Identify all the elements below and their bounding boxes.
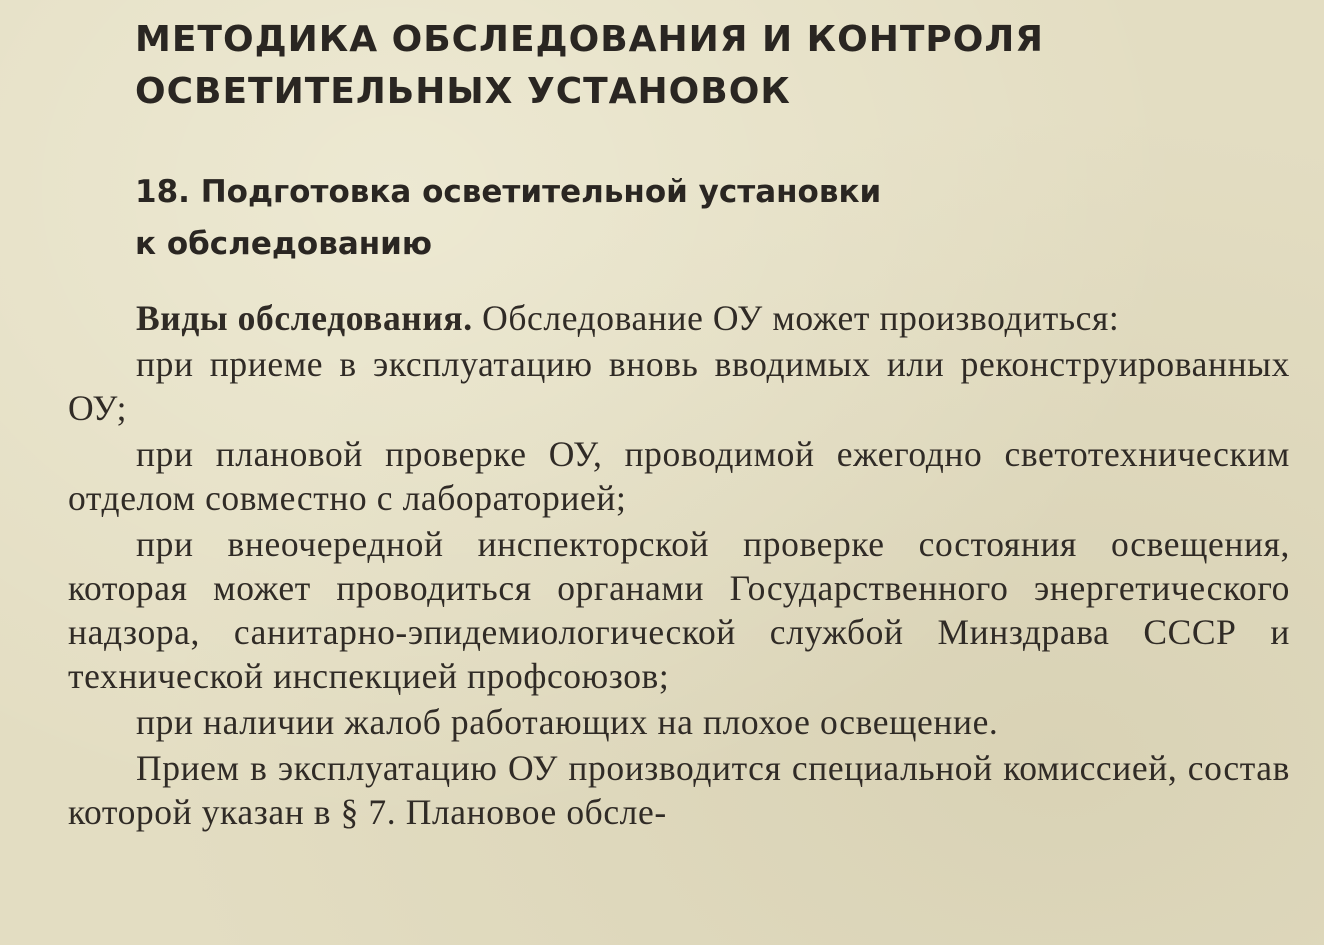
paragraph-3: при плановой проверке ОУ, проводимой ежегодно светотехническим отделом совместно с лабораторией; — [68, 434, 1290, 518]
paragraph-4: при внеочередной инспекторской проверке состояния освещения, которая может проводиться органами Государственного энергетического надзора, санитарно-эпидемиологической службой Минздрава СССР и технической инспекцией профсоюзов; — [68, 524, 1290, 696]
paragraph-2: при приеме в эксплуатацию вновь вводимых или реконструированных ОУ; — [68, 344, 1290, 428]
chapter-title-line-1: МЕТОДИКА ОБСЛЕДОВАНИЯ И КОНТРОЛЯ — [135, 19, 1045, 60]
paragraph-5: при наличии жалоб работающих на плохое освещение. — [136, 702, 999, 742]
paragraph-1-text: Обследование ОУ может производиться: — [472, 298, 1120, 338]
paragraph-1-lead: Виды обследования. — [136, 298, 473, 338]
section-title-line-2: к обследованию — [135, 226, 433, 262]
body-text — [68, 296, 1290, 836]
chapter-title — [135, 14, 1285, 118]
chapter-title-line-2: ОСВЕТИТЕЛЬНЫХ УСТАНОВОК — [135, 71, 791, 112]
paragraph-6: Прием в эксплуатацию ОУ производится специальной комиссией, состав которой указан в § 7. Плановое обсле- — [68, 748, 1290, 832]
paragraph-1 — [68, 296, 1290, 340]
section-title-line-1: 18. Подготовка осветительной установки — [135, 174, 882, 210]
section-title — [135, 166, 1285, 270]
